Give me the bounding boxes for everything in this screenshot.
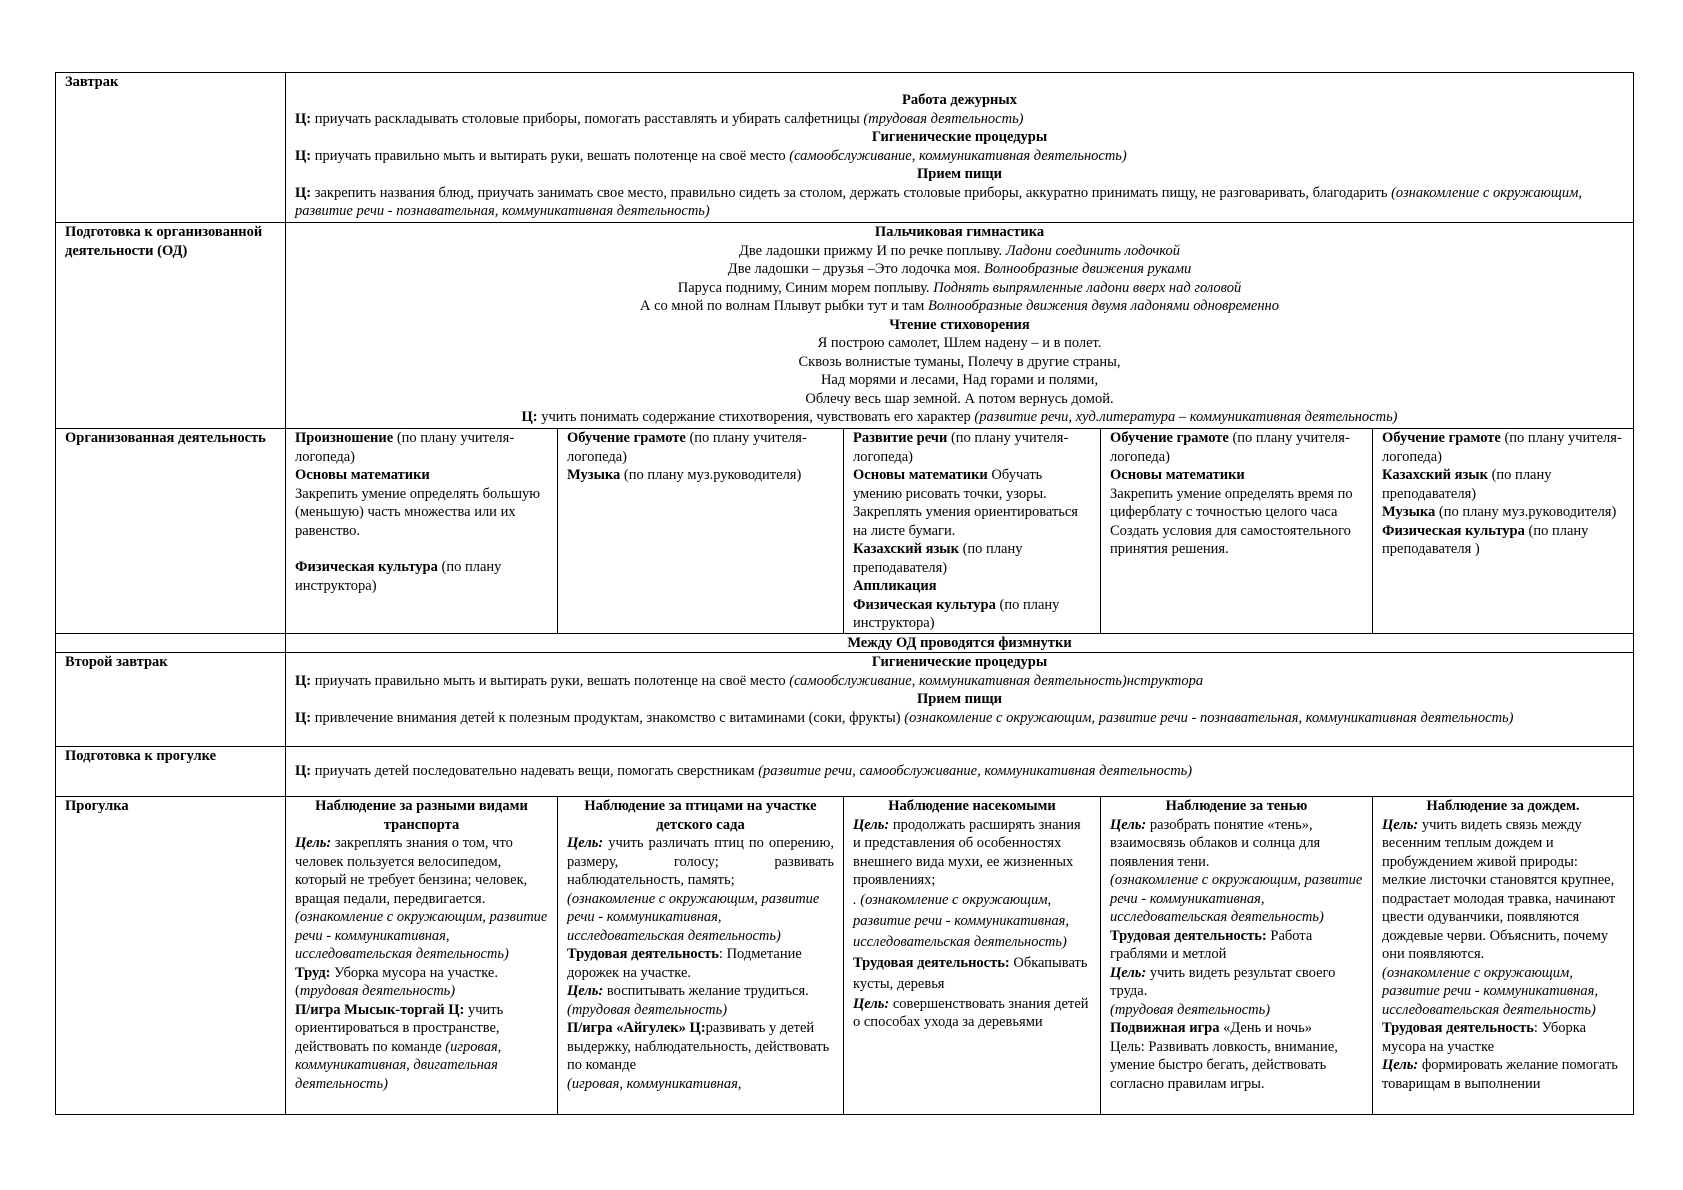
- duty-title: Работа дежурных: [902, 92, 1017, 108]
- row-label-walk: Прогулка: [56, 797, 286, 1115]
- walk-prep-content: Ц: приучать детей последовательно надевать вещи, помогать сверстникам (развитие речи, самообслуживание, коммуникативная деятельность): [286, 747, 1634, 797]
- poem-line: Я построю самолет, Шлем надену – и в полет.: [817, 335, 1102, 351]
- hygiene-goal: Ц: приучать правильно мыть и вытирать руки, вешать полотенце на своё место (самообслуживание, коммуникативная деятельность): [295, 147, 1127, 164]
- row-prep-od: [56, 223, 1634, 429]
- poem-goal: Ц: учить понимать содержание стихотворения, чувствовать его характер (развитие речи, худ.литература – коммуникативная деятельность): [521, 409, 1398, 425]
- row-walk: [56, 797, 1634, 1115]
- row-label-prep-od: Подготовка к организованной деятельности (ОД): [56, 223, 286, 429]
- duty-goal: Ц: приучать раскладывать столовые приборы, помогать расставлять и убирать салфетницы (трудовая деятельность): [295, 110, 1024, 127]
- org-day-2: Обучение грамоте (по плану учителя-логопеда) Музыка (по плану муз.руководителя): [558, 429, 844, 634]
- row-label-org-activity: Организованная деятельность: [56, 429, 286, 634]
- daily-plan-table: [55, 72, 1634, 1115]
- poem-line: Облечу весь шар земной. А потом вернусь домой.: [805, 390, 1114, 407]
- row-org-activity: [56, 429, 1634, 634]
- poem-line: Над морями и лесами, Над горами и полями,: [820, 372, 1099, 388]
- row-label-second-breakfast: Второй завтрак: [56, 653, 286, 747]
- org-day-5: Обучение грамоте (по плану учителя-логопеда) Казахский язык (по плану преподавателя) Музыка (по плану муз.руководителя) Физическая культура (по плану преподавателя ): [1373, 429, 1634, 634]
- row-label-walk-prep: Подготовка к прогулке: [56, 747, 286, 797]
- fizminutki-note: Между ОД проводятся физмнутки: [286, 633, 1634, 653]
- row-breakfast: [56, 73, 1634, 223]
- second-breakfast-content: Гигиенические процедуры Ц: приучать правильно мыть и вытирать руки, вешать полотенце на своё место (самообслуживание, коммуникативная деятельность)нструктора Прием пищи Ц: привлечение внимания детей к полезным продуктам, знакомство с витаминами (соки, фрукты) (ознакомление с окружающим, развитие речи - познавательная, коммуникативная деятельность): [286, 653, 1634, 747]
- row-fizminutki: [56, 633, 1634, 653]
- meal-goal: Ц: закрепить названия блюд, приучать занимать свое место, правильно сидеть за столом, держать столовые приборы, аккуратно принимать пищу, не разговаривать, благодарить (ознакомление с окружающим, развитие речи - познавательная, коммуникативная деятельность): [295, 184, 1582, 219]
- finger-line: Паруса подниму, Синим морем поплыву. Поднять выпрямленные ладони вверх над головой: [677, 279, 1242, 296]
- poem-title: Чтение стиховорения: [889, 316, 1030, 333]
- hygiene-title: Гигиенические процедуры: [871, 129, 1048, 145]
- row-walk-prep: [56, 747, 1634, 797]
- breakfast-content: [286, 73, 1634, 223]
- finger-gym-title: Пальчиковая гимнастика: [874, 224, 1045, 240]
- finger-line: Две ладошки прижму И по речке поплыву. Ладони соединить лодочкой: [739, 242, 1180, 259]
- walk-day-1: Наблюдение за разными видами транспорта Цель: закреплять знания о том, что человек пользуется велосипедом, который не требует бензина; человек, вращая педали, передвигается. (ознакомление с окружающим, развитие речи - коммуникативная, исследовательская деятельность) Труд: Уборка мусора на участке. (трудовая деятельность) П/игра Мысык-торгай Ц: учить ориентироваться в пространстве, действовать по команде (игровая, коммуникативная, двигательная деятельность): [286, 797, 558, 1115]
- walk-day-2: Наблюдение за птицами на участке детского сада Цель: учить различать птиц по оперению, размеру, голосу; развивать наблюдательность, память; (ознакомление с окружающим, развитие речи - коммуникативная, исследовательская деятельность) Трудовая деятельность: Подметание дорожек на участке. Цель: воспитывать желание трудиться. (трудовая деятельность) П/игра «Айгулек» Ц:развивать у детей выдержку, наблюдательность, действовать по команде (игровая, коммуникативная,: [558, 797, 844, 1115]
- walk-day-5: Наблюдение за дождем. Цель: учить видеть связь между весенним теплым дождем и пробуждением живой природы: мелкие листочки становятся крупнее, подрастает молодая травка, начинают цвести одуванчики, появляются дождевые черви. Объяснить, почему они появляются. (ознакомление с окружающим, развитие речи - коммуникативная, исследовательская деятельность) Трудовая деятельность: Уборка мусора на участке Цель: формировать желание помогать товарищам в выполнении: [1373, 797, 1634, 1115]
- meal-title: Прием пищи: [917, 166, 1002, 182]
- org-day-1: Произношение (по плану учителя-логопеда) Основы математики Закрепить умение определять большую (меньшую) часть множества или их равенство. Физическая культура (по плану инструктора): [286, 429, 558, 634]
- prep-od-content: [286, 223, 1634, 429]
- row-label-breakfast: Завтрак: [56, 73, 286, 223]
- row-second-breakfast: [56, 653, 1634, 747]
- finger-line: А со мной по волнам Плывут рыбки тут и там Волнообразные движения двумя ладонями одновременно: [640, 298, 1279, 314]
- poem-line: Сквозь волнистые туманы, Полечу в другие страны,: [798, 353, 1121, 370]
- org-day-3: Развитие речи (по плану учителя-логопеда) Основы математики Обучать умению рисовать точки, узоры. Закреплять умения ориентироваться на листе бумаги. Казахский язык (по плану преподавателя) Аппликация Физическая культура (по плану инструктора): [844, 429, 1101, 634]
- walk-day-3: Наблюдение насекомыми Цель: продолжать расширять знания и представления об особенностях внешнего вида мухи, ее жизненных проявлениях; . (ознакомление с окружающим, развитие речи - коммуникативная, исследовательская деятельность) Трудовая деятельность: Обкапывать кусты, деревья Цель: совершенствовать знания детей о способах ухода за деревьями: [844, 797, 1101, 1115]
- finger-line: Две ладошки – друзья –Это лодочка моя. Волнообразные движения руками: [727, 261, 1192, 277]
- walk-day-4: Наблюдение за тенью Цель: разобрать понятие «тень», взаимосвязь облаков и солнца для появления тени. (ознакомление с окружающим, развитие речи - коммуникативная, исследовательская деятельность) Трудовая деятельность: Работа граблями и метлой Цель: учить видеть результат своего труда. (трудовая деятельность) Подвижная игра «День и ночь» Цель: Развивать ловкость, внимание, умение быстро бегать, действовать согласно правилам игры.: [1101, 797, 1373, 1115]
- org-day-4: Обучение грамоте (по плану учителя-логопеда) Основы математики Закрепить умение определять время по циферблату с точностью целого часа Создать условия для самостоятельного принятия решения.: [1101, 429, 1373, 634]
